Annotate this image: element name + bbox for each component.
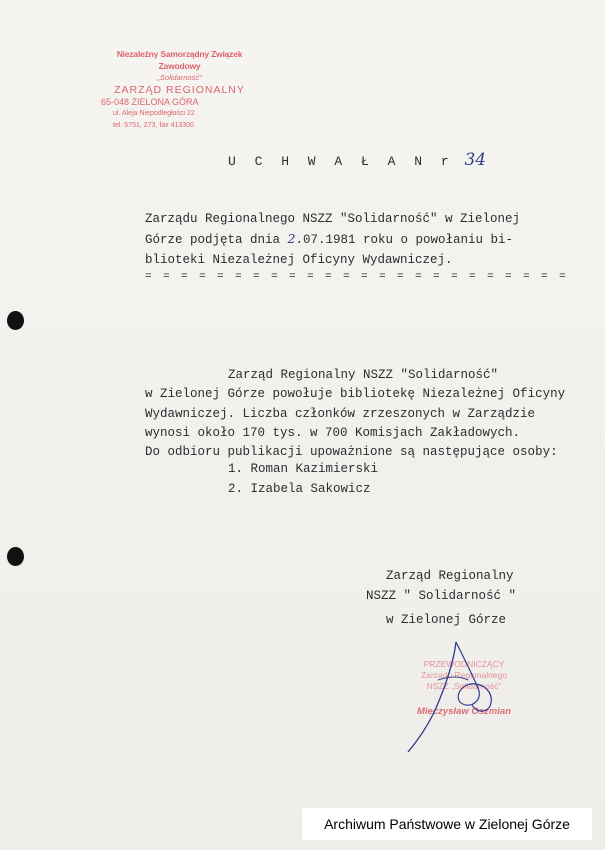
handwritten-date: 2 — [287, 231, 296, 247]
punch-hole-top — [7, 311, 24, 330]
punch-hole-bottom — [7, 547, 24, 566]
stamp-line: Niezależny Samorządny Związek Zawodowy — [116, 49, 243, 71]
body-line: Wydawniczej. Liczba członków zrzeszonych w Zarządzie — [145, 406, 536, 421]
intro-line: blioteki Niezależnej Oficyny Wydawniczej. — [145, 252, 453, 267]
body-line: Do odbioru publikacji upoważnione są następujące osoby: — [145, 445, 558, 460]
document-title — [228, 150, 486, 170]
signature-line: NSZZ " Solidarność " — [366, 589, 517, 603]
body-line: wynosi około 170 tys. w 700 Komisjach Zakładowych. — [145, 425, 521, 440]
chairman-name: Mieczysław Oszmian — [417, 706, 511, 717]
archive-label: Archiwum Państwowe w Zielonej Górze — [302, 808, 592, 840]
stamp-line: PRZEWODNICZĄCY — [423, 659, 505, 669]
intro-line — [145, 229, 520, 250]
resolution-intro — [145, 210, 520, 270]
intro-line: Zarządu Regionalnego NSZZ "Solidarność" w Zielonej — [145, 212, 521, 226]
person-item: 1. Roman Kazimierski — [228, 462, 379, 476]
union-stamp — [97, 48, 262, 132]
intro-text: Górze podjęta dnia — [145, 233, 288, 248]
intro-text: .07.1981 roku o powołaniu bi- — [295, 233, 514, 248]
stamp-line: „Solidarność” — [157, 73, 202, 82]
stamp-line: tel. 5751, 273, fax 413300 — [113, 122, 194, 129]
stamp-line: 65-048 ZIELONA GÓRA — [101, 97, 199, 107]
handwritten-signature-icon — [398, 630, 538, 760]
signature-line: w Zielonej Górze — [386, 613, 507, 627]
signature-line: Zarząd Regionalny — [386, 569, 514, 583]
stamp-line: Zarządu Regionalnego — [420, 670, 507, 680]
body-line: w Zielonej Górze powołuje bibliotekę Niezależnej Oficyny — [145, 387, 566, 402]
separator-line: = = = = = = = = = = = = = = = = = = = = = = = = — [145, 271, 569, 283]
body-line: Zarząd Regionalny NSZZ "Solidarność" — [228, 368, 499, 382]
stamp-line: ZARZĄD REGIONALNY — [114, 84, 245, 96]
handwritten-number: 34 — [464, 150, 487, 170]
stamp-line: ul. Aleja Niepodległości 22 — [113, 110, 195, 117]
stamp-line: NSZZ „Solidarność” — [426, 681, 502, 691]
resolution-body — [145, 366, 565, 462]
person-item: 2. Izabela Sakowicz — [228, 482, 371, 496]
title-text: U C H W A Ł A N r — [228, 154, 455, 169]
